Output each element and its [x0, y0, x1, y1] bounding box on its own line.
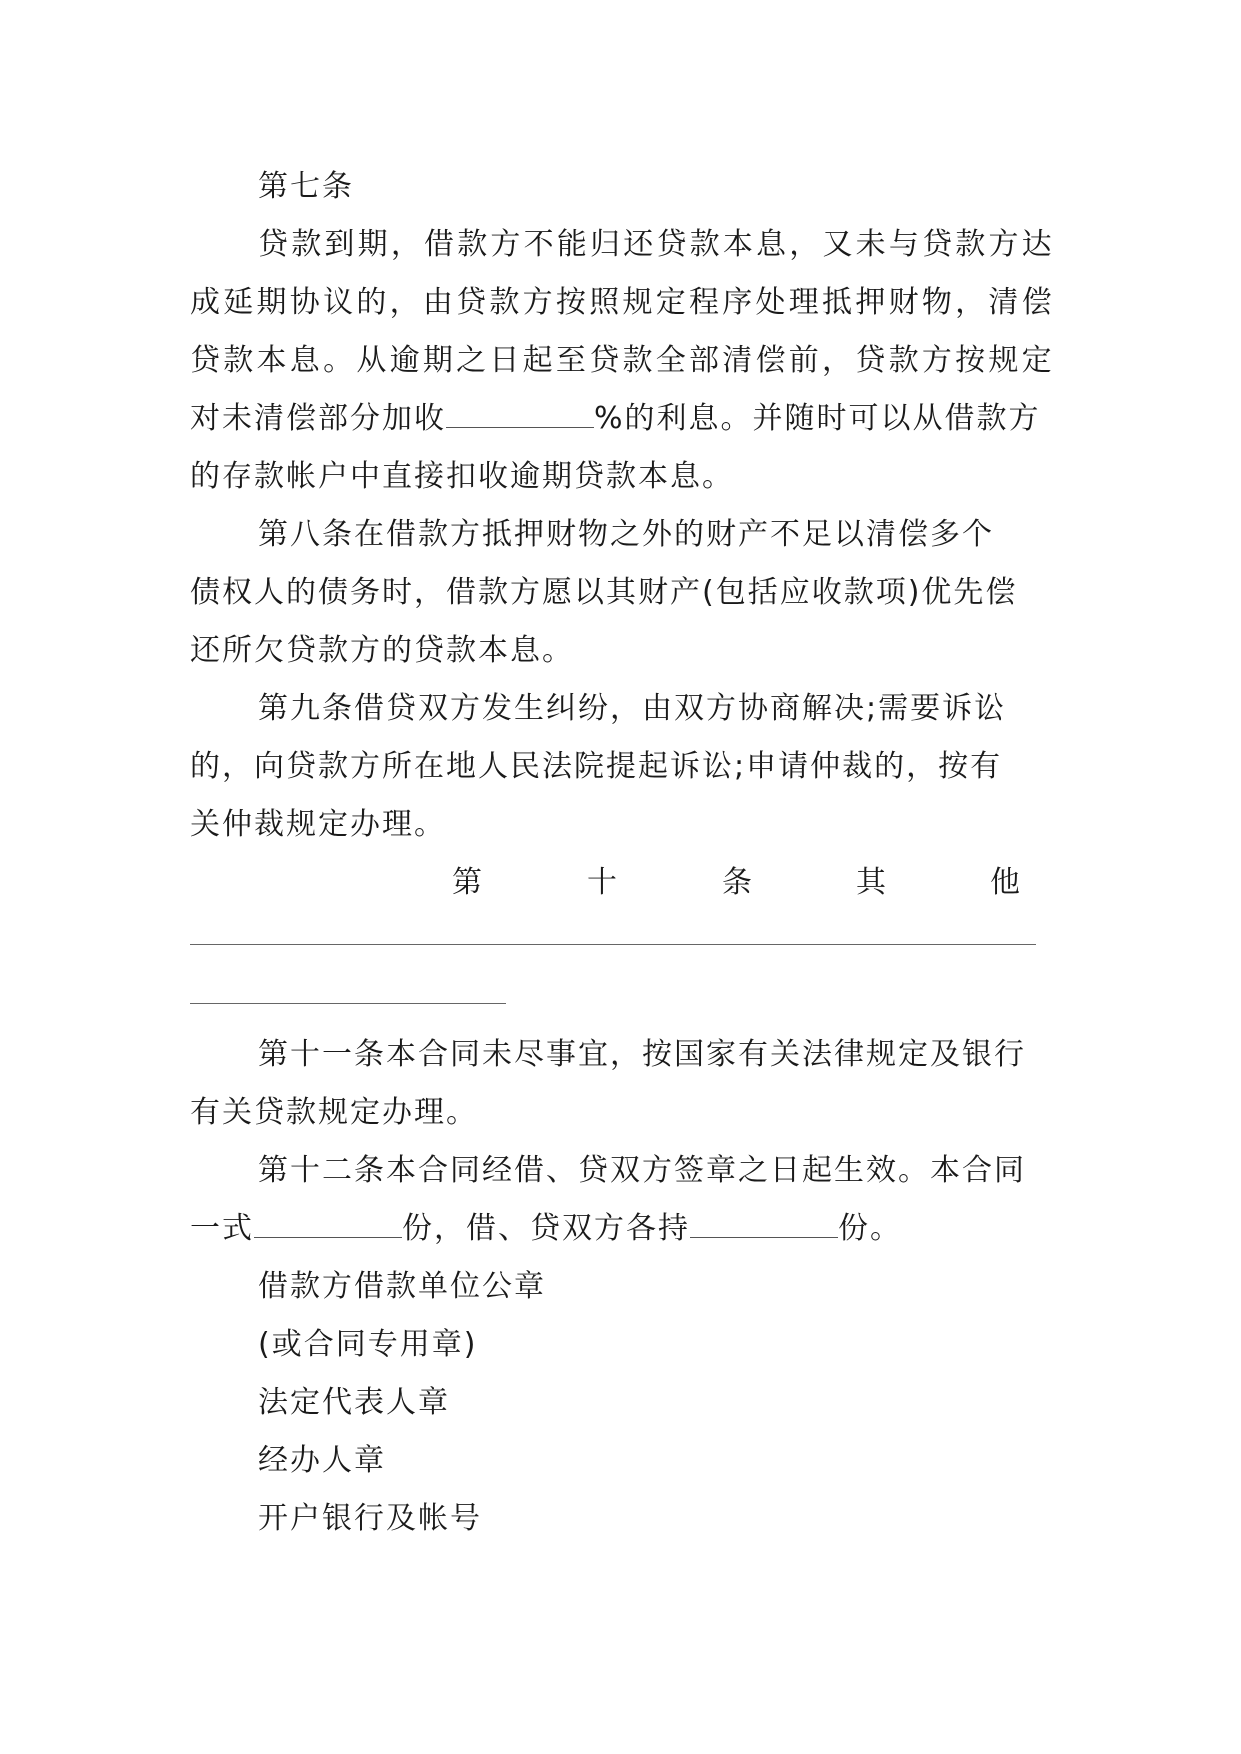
article-10-char-5: 他	[990, 865, 1022, 900]
article-10-char-2: 十	[587, 865, 619, 900]
article-7-line-4-a: 对未清偿部分加收	[190, 401, 446, 436]
article-7-line-3: 贷 款 本 息 。 从 逾 期 之 日 起 至 贷 款 全 部 清 偿 前 ， 贷 款 方 按 规 定	[190, 343, 1054, 378]
spacer	[190, 1004, 1054, 1026]
article-12-line-2-a: 一式	[190, 1211, 254, 1246]
article-8-line-2: 债权人的债务时，借款方愿以其财产(包括应收款项)优先偿	[190, 575, 1018, 610]
copies-each-blank	[690, 1213, 838, 1238]
signature-line-1: 借款方借款单位公章	[258, 1269, 546, 1304]
copies-total-blank	[254, 1213, 402, 1238]
article-7-line-5: 的存款帐户中直接扣收逾期贷款本息。	[190, 459, 734, 494]
interest-rate-blank	[446, 403, 594, 428]
signature-line-4: 经办人章	[258, 1443, 386, 1478]
article-9-line-1: 第九条借贷双方发生纠纷，由双方协商解决;需要诉讼	[258, 691, 1007, 726]
article-8-line-1: 第八条在借款方抵押财物之外的财产不足以清偿多个	[258, 517, 994, 552]
article-9-line-2: 的，向贷款方所在地人民法院提起诉讼;申请仲裁的，按有	[190, 749, 1003, 784]
article-11-line-1: 第十一条本合同未尽事宜，按国家有关法律规定及银行	[258, 1037, 1026, 1072]
article-10-char-4: 其	[856, 865, 888, 900]
signature-line-5: 开户银行及帐号	[258, 1501, 482, 1536]
article-10-char-3: 条	[722, 865, 754, 900]
article-12-line-2	[190, 1200, 1054, 1258]
article-12-line-2-c: 份。	[838, 1211, 902, 1246]
article-7-title: 第七条	[258, 169, 354, 204]
article-7-line-4	[190, 390, 1054, 448]
article-8-line-3: 还所欠贷款方的贷款本息。	[190, 633, 574, 668]
article-10-char-1: 第	[452, 865, 484, 900]
article-11-line-2: 有关贷款规定办理。	[190, 1095, 478, 1130]
article-7-line-4-b: %的利息。并随时可以从借款方	[594, 401, 1041, 436]
signature-line-3: 法定代表人章	[258, 1385, 450, 1420]
signature-line-2: (或合同专用章)	[258, 1327, 478, 1362]
document-body	[190, 158, 1054, 1548]
article-10-heading	[190, 854, 1054, 912]
article-9-line-3: 关仲裁规定办理。	[190, 807, 446, 842]
article-7-line-2: 成 延 期 协 议 的 ， 由 贷 款 方 按 照 规 定 程 序 处 理 抵 押 财 物 ， 清 偿	[190, 285, 1054, 320]
article-10-fill-line-1	[190, 944, 1036, 945]
article-7-line-1: 贷 款 到 期 ， 借 款 方 不 能 归 还 贷 款 本 息 ， 又 未 与 贷 款 方 达	[258, 227, 1054, 262]
article-12-line-2-b: 份，借、贷双方各持	[402, 1211, 690, 1246]
article-12-line-1: 第十二条本合同经借、贷双方签章之日起生效。本合同	[258, 1153, 1026, 1188]
